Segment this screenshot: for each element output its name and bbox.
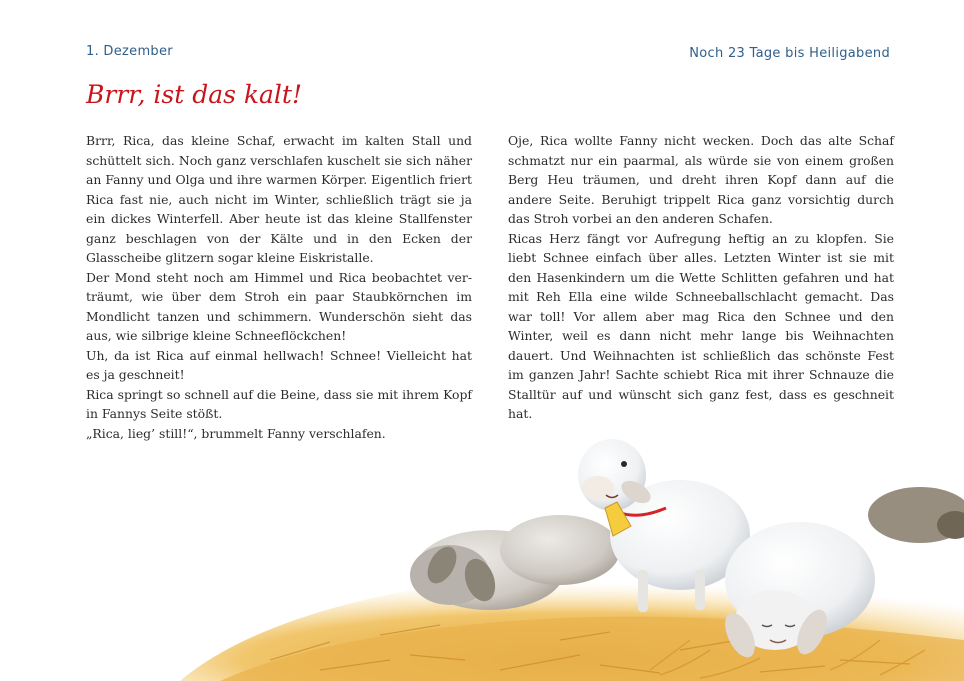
page-date-header: 1. Dezember (86, 44, 173, 59)
right-text-column (508, 131, 894, 424)
paragraph: Ricas Herz fängt vor Aufregung heftig an zu klopfen. Sie liebt Schnee einfach über alles. Letzten Winter ist sie mit den Hasenkindern um die Wette Schlitten gefahren und hat mit Reh Ella eine wilde Schneeballschlacht gemacht. Das war toll! Vor allem aber mag Rica den Schnee und den Winter, weil es dann nicht mehr lange bis Weihnachten dauert. Und Weihnachten ist schließlich das schönste Fest im ganzen Jahr! Sachte schiebt Rica mit ihrer Schnauze die Stalltür auf und wünscht sich ganz fest, dass es geschneit hat. (508, 230, 894, 421)
paragraph: Brrr, Rica, das kleine Schaf, erwacht im kalten Stall und schüttelt sich. Noch ganz verschlafen kuschelt sie sich näher an Fanny und Olga und ihre warmen Körper. Eigentlich friert Rica fast nie, auch nicht im Winter, schließlich trägt sie ja ein dickes Winterfell. Aber heute ist das kleine Stallfenster ganz beschlagen von der Kälte und in den Ecken der Glasscheibe glitzern sogar kleine Eiskristalle. (86, 133, 472, 265)
sleeping-sheep-illustration-icon (180, 420, 964, 681)
paragraph: Oje, Rica wollte Fanny nicht wecken. Doch das alte Schaf schmatzt nur ein paarmal, als würde sie von einem großen Berg Heu träumen, und dreht ihren Kopf dann auf die andere Seite. Beruhigt trippelt Rica ganz vorsichtig durch das Stroh vorbei an den anderen Schafen. (508, 133, 894, 226)
left-text-column (86, 131, 472, 443)
paragraph: Der Mond steht noch am Himmel und Rica beobachtet verträumt, wie über dem Stroh ein paar Staubkörnchen im Mondlicht tanzen und schimmern. Wunderschön sieht das aus, wie silbrige kleine Schneeflöckchen! (86, 269, 472, 343)
page-title: Brrr, ist das kalt! (86, 80, 303, 109)
countdown-header: Noch 23 Tage bis Heiligabend (689, 46, 890, 61)
paragraph: „Rica, lieg’ still!“, brummelt Fanny verschlafen. (86, 425, 386, 441)
paragraph: Rica springt so schnell auf die Beine, dass sie mit ihrem Kopf in Fannys Seite stößt. (86, 386, 472, 421)
paragraph: Uh, da ist Rica auf einmal hellwach! Schnee! Vielleicht hat es ja geschneit! (86, 347, 472, 382)
